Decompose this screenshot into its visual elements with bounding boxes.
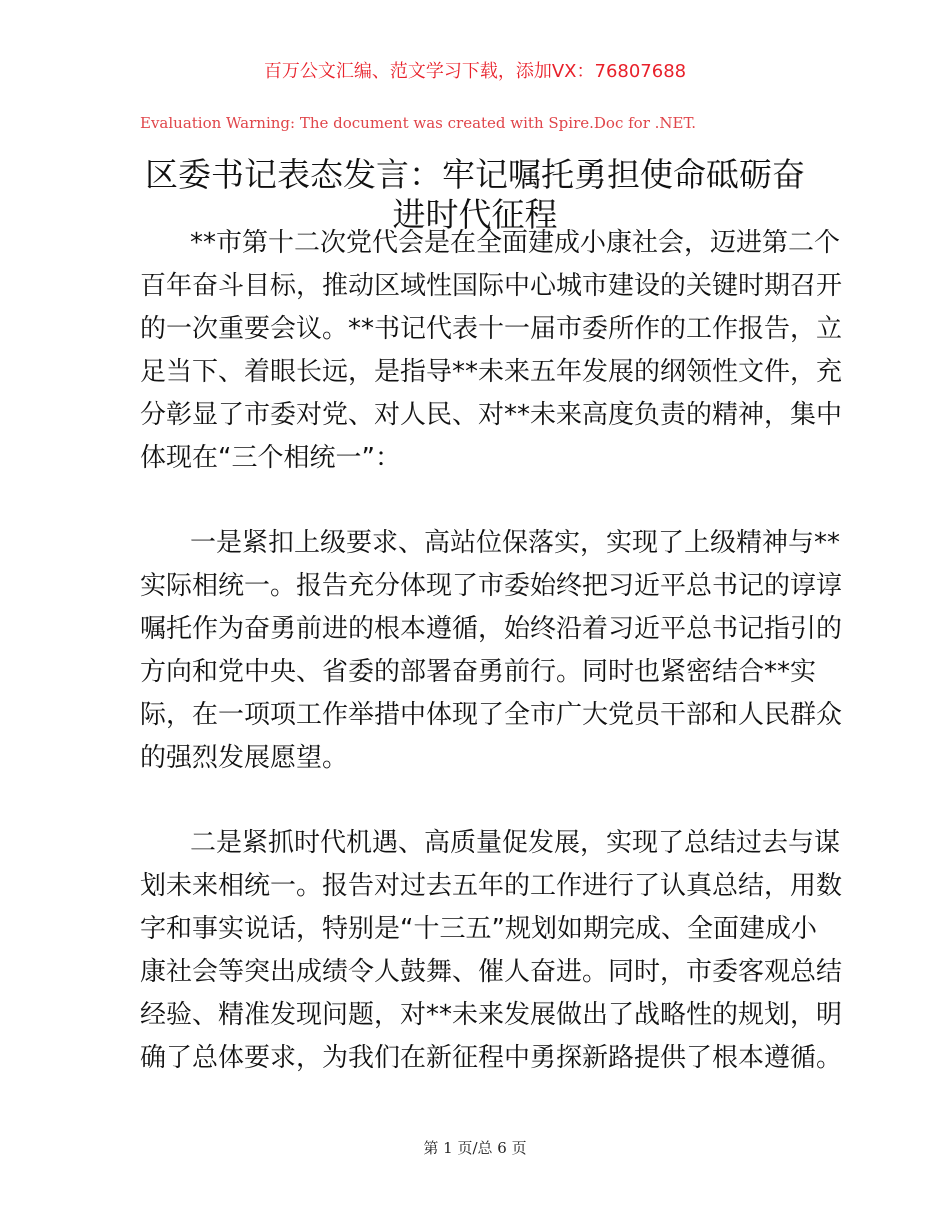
text-line: 百年奋斗目标，推动区域性国际中心城市建设的关键时期召开	[140, 271, 843, 301]
text-line: **市第十二次党代会是在全面建成小康社会，迈进第二个	[190, 228, 841, 258]
text-line: 划未来相统一。报告对过去五年的工作进行了认真总结，用数	[140, 871, 843, 901]
title-line: 进时代征程	[392, 195, 558, 234]
text-line: 方向和党中央、省委的部署奋勇前行。同时也紧密结合**实	[140, 657, 817, 687]
evaluation-warning: Evaluation Warning: The document was created with Spire.Doc for .NET.	[140, 114, 697, 132]
text-line: 确了总体要求，为我们在新征程中勇探新路提供了根本遵循。	[140, 1043, 843, 1073]
title-line: 区委书记表态发言：牢记嘱托勇担使命砥砺奋	[145, 155, 805, 194]
text-line: 经验、精准发现问题，对**未来发展做出了战略性的规划，明	[140, 1000, 843, 1030]
paragraph-2	[140, 522, 843, 780]
text-line: 字和事实说话，特别是“十三五”规划如期完成、全面建成小	[140, 914, 817, 944]
paragraph-3	[140, 822, 843, 1080]
text-line: 康社会等突出成绩令人鼓舞、催人奋进。同时，市委客观总结	[140, 957, 843, 987]
page-number: 第 1 页/总 6 页	[423, 1139, 527, 1157]
text-line: 足当下、着眼长远，是指导**未来五年发展的纲领性文件，充	[140, 357, 843, 387]
text-line: 体现在“三个相统一”：	[140, 443, 401, 473]
text-line: 分彰显了市委对党、对人民、对**未来高度负责的精神，集中	[140, 400, 843, 430]
promo-header: 百万公文汇编、范文学习下载，添加VX：76807688	[263, 61, 687, 82]
text-line: 实际相统一。报告充分体现了市委始终把习近平总书记的谆谆	[140, 571, 843, 601]
text-line: 一是紧扣上级要求、高站位保落实，实现了上级精神与**	[190, 528, 841, 558]
text-line: 嘱托作为奋勇前进的根本遵循，始终沿着习近平总书记指引的	[140, 614, 843, 644]
text-line: 际，在一项项工作举措中体现了全市广大党员干部和人民群众	[140, 700, 843, 730]
text-line: 的强烈发展愿望。	[140, 743, 349, 773]
paragraph-1	[140, 222, 843, 480]
text-line: 二是紧抓时代机遇、高质量促发展，实现了总结过去与谋	[190, 828, 841, 858]
text-line: 的一次重要会议。**书记代表十一届市委所作的工作报告，立	[140, 314, 843, 344]
